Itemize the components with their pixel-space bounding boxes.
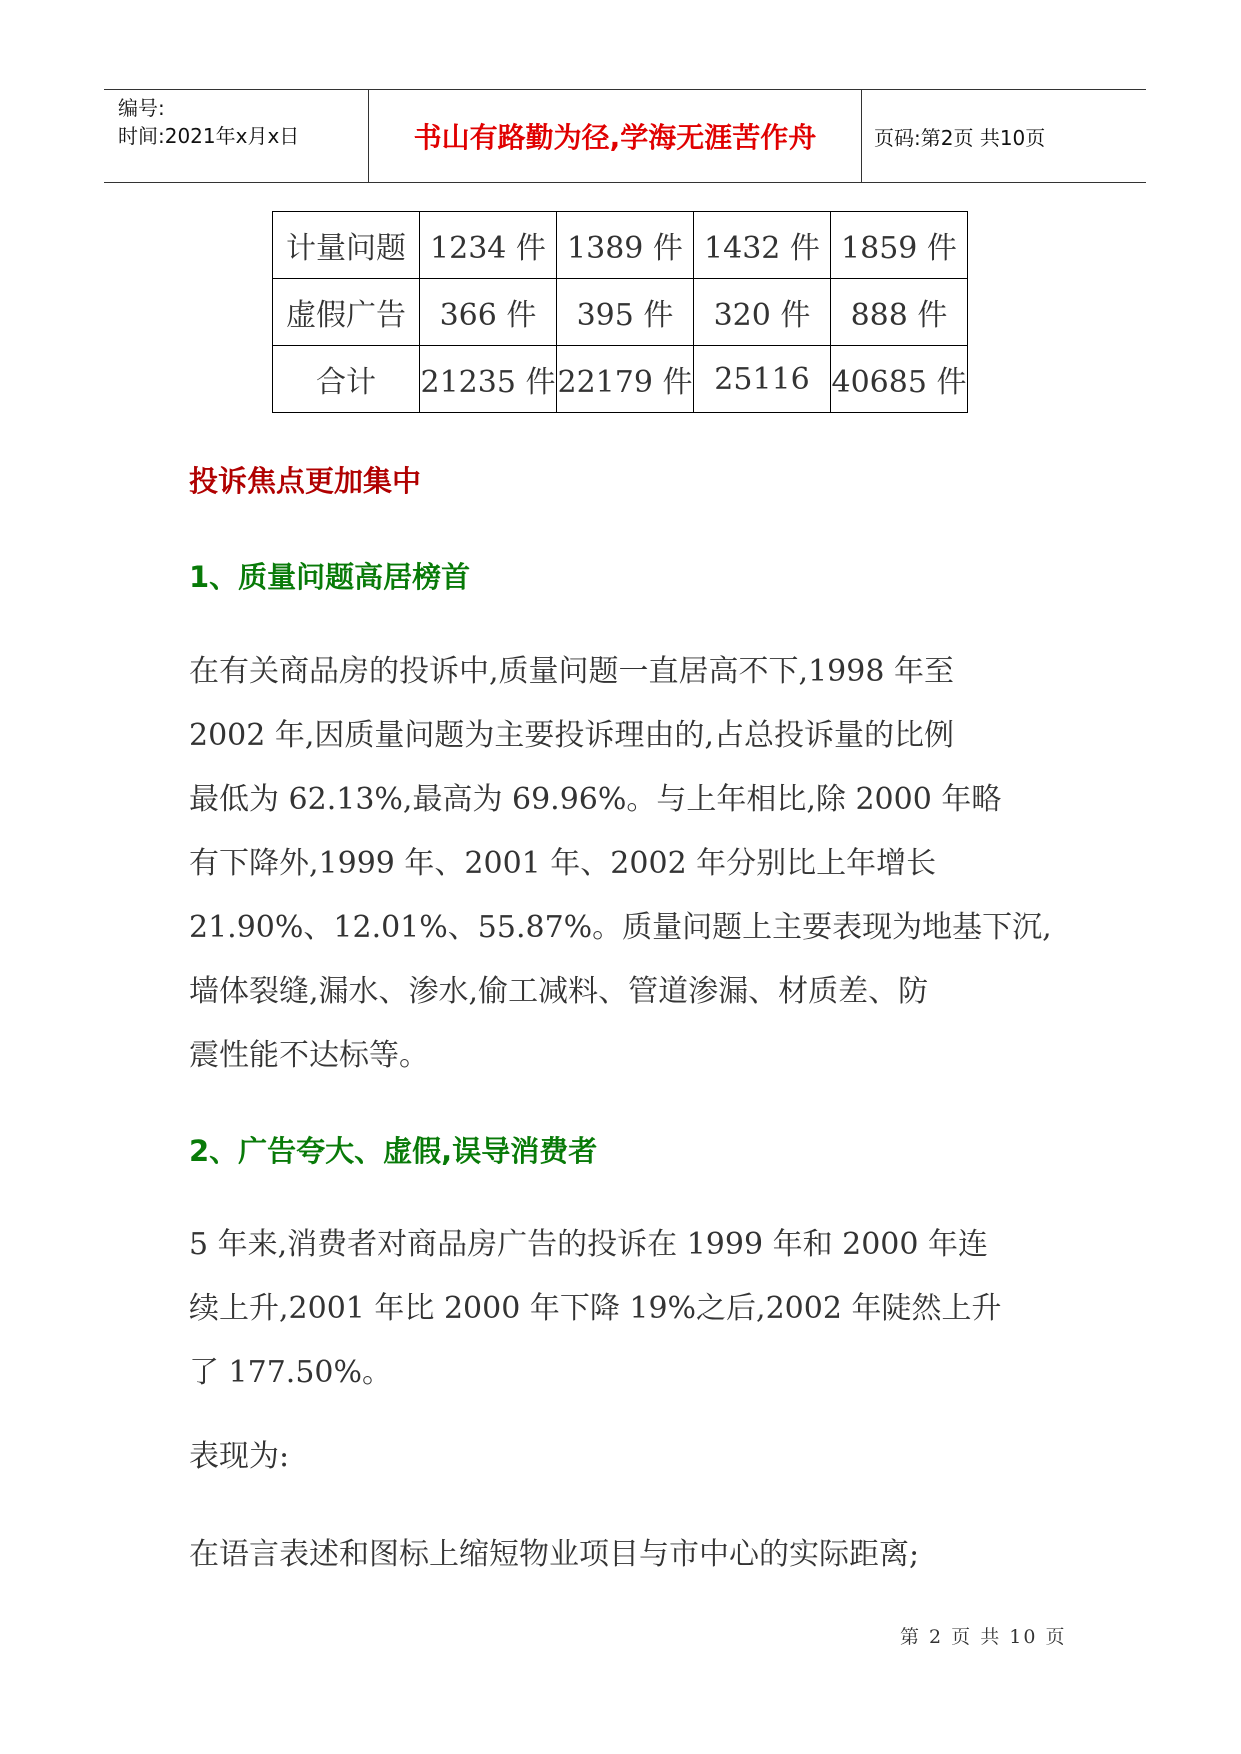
table-row <box>273 279 968 346</box>
paragraph-line: 有下降外,1999 年、2001 年、2002 年分别比上年增长 <box>189 846 937 881</box>
table-cell: 25116 <box>694 346 831 413</box>
paragraph-line: 震性能不达标等。 <box>189 1038 429 1073</box>
row-label: 计量问题 <box>273 212 420 279</box>
row-label: 合计 <box>273 346 420 413</box>
page-header <box>104 89 1146 183</box>
paragraph-line: 5 年来,消费者对商品房广告的投诉在 1999 年和 2000 年连 <box>189 1227 988 1262</box>
paragraph-line: 2002 年,因质量问题为主要投诉理由的,占总投诉量的比例 <box>189 718 954 753</box>
serial-label: 编号: <box>118 96 165 120</box>
quality-heading: 1、质量问题高居榜首 <box>189 560 471 594</box>
paragraph-line: 了 177.50%。 <box>189 1355 393 1390</box>
table-cell: 888 件 <box>831 279 968 346</box>
table-cell: 320 件 <box>694 279 831 346</box>
paragraph-line: 墙体裂缝,漏水、渗水,偷工减料、管道渗漏、材质差、防 <box>189 974 929 1009</box>
table-cell: 395 件 <box>557 279 694 346</box>
paragraph-line: 在语言表述和图标上缩短物业项目与市中心的实际距离; <box>189 1537 920 1572</box>
table-cell: 40685 件 <box>831 346 968 413</box>
complaint-table <box>272 211 968 413</box>
row-label: 虚假广告 <box>273 279 420 346</box>
focus-heading: 投诉焦点更加集中 <box>189 464 422 498</box>
paragraph-line: 续上升,2001 年比 2000 年下降 19%之后,2002 年陡然上升 <box>189 1291 1002 1326</box>
page-footer: 第 2 页 共 10 页 <box>900 1626 1067 1648</box>
table-cell: 1432 件 <box>694 212 831 279</box>
table-cell: 1234 件 <box>420 212 557 279</box>
paragraph-line: 表现为: <box>189 1439 290 1474</box>
table-cell: 21235 件 <box>420 346 557 413</box>
table-cell: 366 件 <box>420 279 557 346</box>
table-row <box>273 346 968 413</box>
quality-paragraph <box>189 640 1069 1088</box>
header-meta <box>118 94 368 150</box>
header-page-info: 页码:第2页 共10页 <box>874 125 1046 150</box>
ad-paragraph <box>189 1213 1069 1405</box>
manifest-item <box>189 1523 1069 1587</box>
table-row <box>273 212 968 279</box>
header-motto: 书山有路勤为径,学海无涯苦作舟 <box>368 90 862 182</box>
table-cell: 1389 件 <box>557 212 694 279</box>
manifest-label <box>189 1425 1069 1489</box>
paragraph-line: 最低为 62.13%,最高为 69.96%。与上年相比,除 2000 年略 <box>189 782 1002 817</box>
table-cell: 1859 件 <box>831 212 968 279</box>
table-cell: 22179 件 <box>557 346 694 413</box>
ad-heading: 2、广告夸大、虚假,误导消费者 <box>189 1134 598 1168</box>
paragraph-line: 21.90%、12.01%、55.87%。质量问题上主要表现为地基下沉, <box>189 910 1052 945</box>
time-label: 时间:2021年x月x日 <box>118 124 300 148</box>
paragraph-line: 在有关商品房的投诉中,质量问题一直居高不下,1998 年至 <box>189 654 954 689</box>
